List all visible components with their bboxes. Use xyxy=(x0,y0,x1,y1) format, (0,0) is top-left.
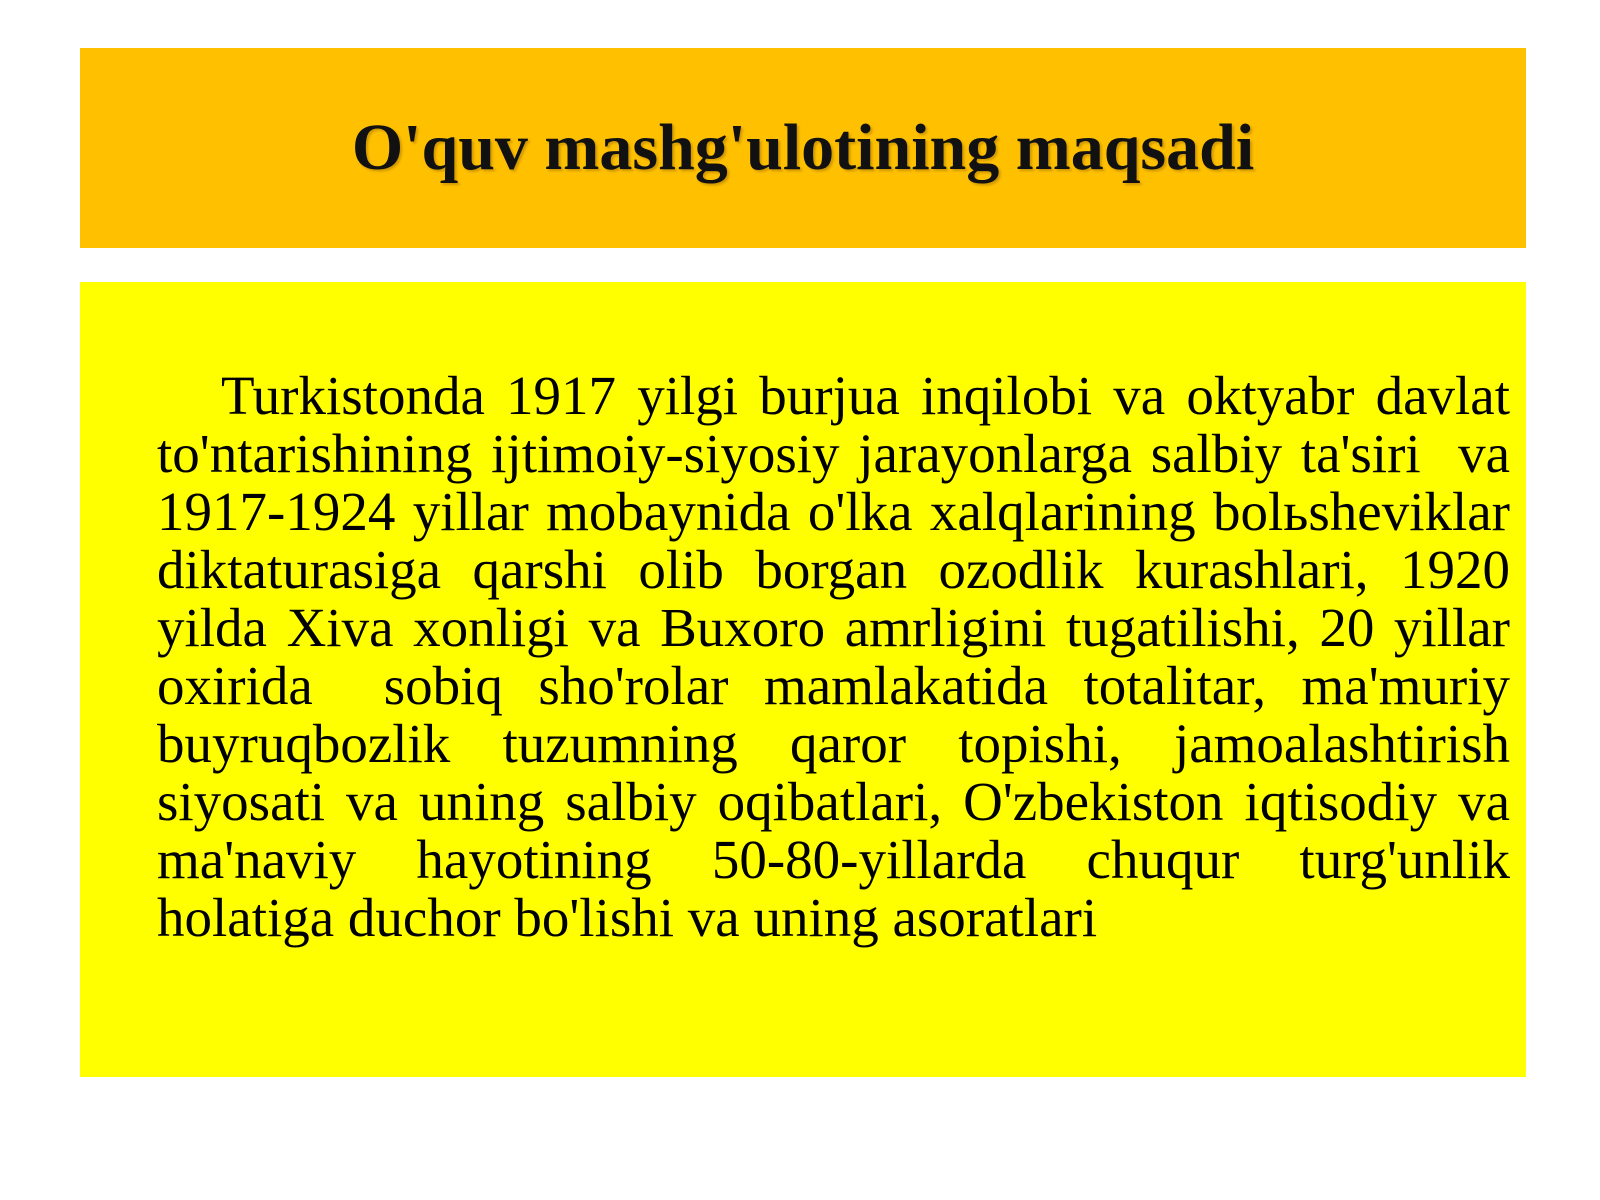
body-paragraph: Turkistonda 1917 yilgi burjua inqilobi va oktyabr davlat to'ntarishining ijtimoiy-siyosiy jarayonlarga salbiy ta'siri va 1917-1924 yillar mobaynida o'lka xalqlarining bolьsheviklar diktaturasiga qarshi olib borgan ozodlik kurashlari, 1920 yilda Xiva xonligi va Buxoro amrligini tugatilishi, 20 yillar oxirida sobiq sho'rolar mamlakatida totalitar, ma'muriy buyruqbozlik tuzumning qaror topishi, jamoalashtirish siyosati va uning salbiy oqibatlari, O'zbekiston iqtisodiy va ma'naviy hayotining 50-80-yillarda chuqur turg'unlik holatiga duchor bo'lishi va uning asoratlari xyxy=(157,365,1524,948)
slide-title: O'quv mashg'ulotining maqsadi xyxy=(351,110,1255,184)
content-panel xyxy=(80,282,1526,1077)
title-banner xyxy=(80,48,1526,248)
